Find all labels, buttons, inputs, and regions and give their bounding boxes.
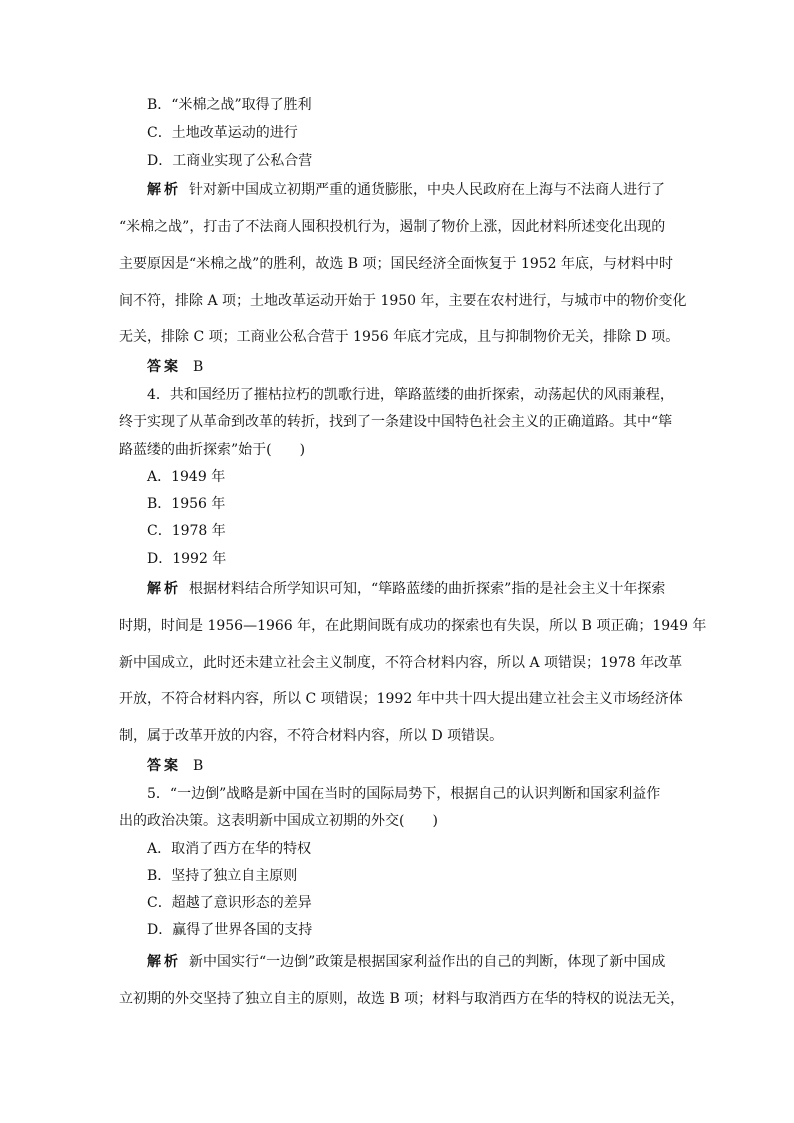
q5-analysis-label: 解析 [147, 954, 181, 970]
q3-analysis-line-3: 主要原因是“米棉之战”的胜利，故选 B 项；国民经济全面恢复于 1952 年底，与材料中时 [119, 256, 674, 272]
q4-analysis-line-1 [147, 580, 665, 598]
q3-answer [147, 358, 203, 376]
q3-answer-value: B [193, 359, 204, 375]
q3-analysis-line-5: 无关，排除 C 项；工商业公私合营于 1956 年底才完成，且与抑制物价无关，排除 D 项。 [119, 329, 680, 345]
q3-analysis-text-1: 针对新中国成立初期严重的通货膨胀，中央人民政府在上海与不法商人进行了 [189, 182, 665, 198]
q4-analysis-label: 解析 [147, 581, 181, 597]
q4-option-c: C．1978 年 [147, 523, 226, 539]
q5-option-a: A．取消了西方在华的特权 [147, 841, 312, 857]
q4-option-a: A．1949 年 [147, 469, 226, 485]
q5-stem-line-2: 出的政治决策。这表明新中国成立初期的外交( ) [119, 813, 438, 829]
q3-analysis-line-2: “米棉之战”，打击了不法商人囤积投机行为，遏制了物价上涨，因此材料所述变化出现的 [119, 219, 666, 235]
q4-analysis-text-1: 根据材料结合所学知识可知，“筚路蓝缕的曲折探索”指的是社会主义十年探索 [189, 581, 666, 597]
q3-analysis-label: 解析 [147, 182, 181, 198]
q4-answer [147, 757, 203, 775]
q4-option-b: B．1956 年 [147, 496, 226, 512]
q3-option-d: D．工商业实现了公私合营 [147, 153, 313, 169]
q3-option-b: B．“米棉之战”取得了胜利 [147, 97, 312, 113]
q5-analysis-text-1: 新中国实行“一边倒”政策是根据国家利益作出的自己的判断，体现了新中国成 [189, 954, 666, 970]
q4-analysis-line-4: 开放，不符合材料内容，所以 C 项错误；1992 年中共十四大提出建立社会主义市场经济体 [119, 691, 683, 707]
q5-option-b: B．坚持了独立自主原则 [147, 868, 298, 884]
q4-stem-line-3: 路蓝缕的曲折探索”始于( ) [119, 442, 306, 458]
q5-option-d: D．赢得了世界各国的支持 [147, 922, 313, 938]
q5-analysis-line-2: 立初期的外交坚持了独立自主的原则，故选 B 项；材料与取消西方在华的特权的说法无关， [119, 991, 685, 1007]
q4-analysis-line-3: 新中国成立，此时还未建立社会主义制度，不符合材料内容，所以 A 项错误；1978 年改革 [119, 655, 683, 671]
q3-answer-label: 答案 [147, 359, 181, 375]
q5-analysis-line-1 [147, 953, 665, 971]
q4-answer-value: B [193, 758, 204, 774]
q3-analysis-line-1 [147, 181, 665, 199]
q4-analysis-line-2: 时期，时间是 1956—1966 年，在此期间既有成功的探索也有失误，所以 B 项正确；1949 年 [119, 618, 707, 634]
q5-stem-line-1: 5．“一边倒”战略是新中国在当时的国际局势下，根据自己的认识判断和国家利益作 [147, 786, 661, 802]
q3-option-c: C．土地改革运动的进行 [147, 125, 298, 141]
q3-analysis-line-4: 间不符，排除 A 项；土地改革运动开始于 1950 年，主要在农村进行，与城市中的物价变化 [119, 293, 687, 309]
q4-stem-line-1: 4．共和国经历了摧枯拉朽的凯歌行进，筚路蓝缕的曲折探索，动荡起伏的风雨兼程， [147, 387, 674, 403]
q5-option-c: C．超越了意识形态的差异 [147, 895, 312, 911]
q4-answer-label: 答案 [147, 758, 181, 774]
q4-stem-line-2: 终于实现了从革命到改革的转折，找到了一条建设中国特色社会主义的正确道路。其中“筚 [119, 414, 673, 430]
q4-option-d: D．1992 年 [147, 551, 227, 567]
q4-analysis-line-5: 制，属于改革开放的内容，不符合材料内容，所以 D 项错误。 [119, 728, 504, 744]
